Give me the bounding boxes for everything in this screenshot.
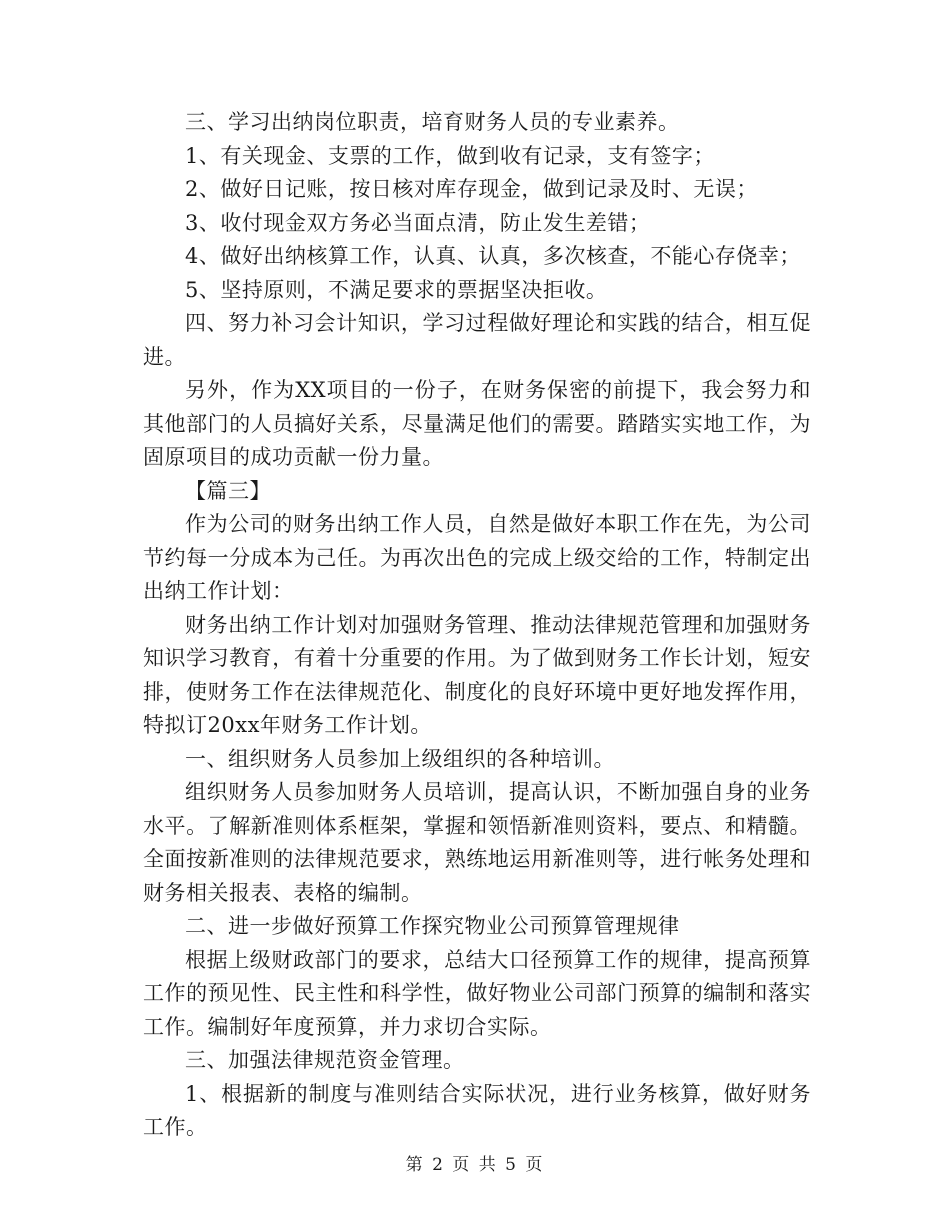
paragraph-plan-purpose: 财务出纳工作计划对加强财务管理、推动法律规范管理和加强财务知识学习教育，有着十分重要的作用。为了做到财务工作长计划，短安排，使财务工作在法律规范化、制度化的良好环境中更好地发挥作用，特拟订20xx年财务工作计划。 bbox=[143, 612, 811, 737]
paragraph-section-one-heading: 一、组织财务人员参加上级组织的各种培训。 bbox=[185, 746, 615, 771]
page-number-footer: 第 2 页 共 5 页 bbox=[405, 1155, 545, 1175]
paragraph-funds-item-1: 1、根据新的制度与准则结合实际状况，进行业务核算，做好财务工作。 bbox=[143, 1081, 811, 1139]
paragraph-section-four-heading: 四、努力补习会计知识，学习过程做好理论和实践的结合，相互促进。 bbox=[143, 311, 811, 369]
paragraph-section-three-heading: 三、学习出纳岗位职责，培育财务人员的专业素养。 bbox=[185, 110, 680, 134]
paragraph-part-three-title: 【篇三】 bbox=[185, 478, 271, 503]
paragraph-intro: 作为公司的财务出纳工作人员，自然是做好本职工作在先，为公司节约每一分成本为己任。为再次出色的完成上级交给的工作，特制定出出纳工作计划： bbox=[143, 512, 811, 603]
paragraph-section-three-funds-heading: 三、加强法律规范资金管理。 bbox=[185, 1048, 465, 1072]
paragraph-training-detail: 组织财务人员参加财务人员培训，提高认识，不断加强自身的业务水平。了解新准则体系框架，掌握和领悟新准则资料，要点、和精髓。全面按新准则的法律规范要求，熟练地运用新准则等，进行帐务处理和财务相关报表、表格的编制。 bbox=[143, 780, 811, 905]
paragraph-budget-detail: 根据上级财政部门的要求，总结大口径预算工作的规律，提高预算工作的预见性、民主性和科学性，做好物业公司部门预算的编制和落实工作。编制好年度预算，并力求切合实际。 bbox=[143, 947, 811, 1039]
paragraph-item-2: 2、做好日记账，按日核对库存现金，做到记录及时、无误； bbox=[185, 177, 758, 201]
paragraph-item-1: 1、有关现金、支票的工作，做到收有记录，支有签字； bbox=[185, 143, 715, 168]
document-body bbox=[143, 106, 811, 1145]
paragraph-item-3: 3、收付现金双方务必当面点清，防止发生差错； bbox=[185, 210, 651, 235]
paragraph-additional-note: 另外，作为XX项目的一份子，在财务保密的前提下，我会努力和其他部门的人员搞好关系，尽量满足他们的需要。踏踏实实地工作，为固原项目的成功贡献一份力量。 bbox=[143, 378, 811, 469]
paragraph-item-4: 4、做好出纳核算工作，认真、认真，多次核查，不能心存侥幸； bbox=[185, 244, 801, 268]
paragraph-section-two-heading: 二、进一步做好预算工作探究物业公司预算管理规律 bbox=[185, 914, 680, 938]
paragraph-item-5: 5、坚持原则，不满足要求的票据坚决拒收。 bbox=[185, 277, 608, 302]
